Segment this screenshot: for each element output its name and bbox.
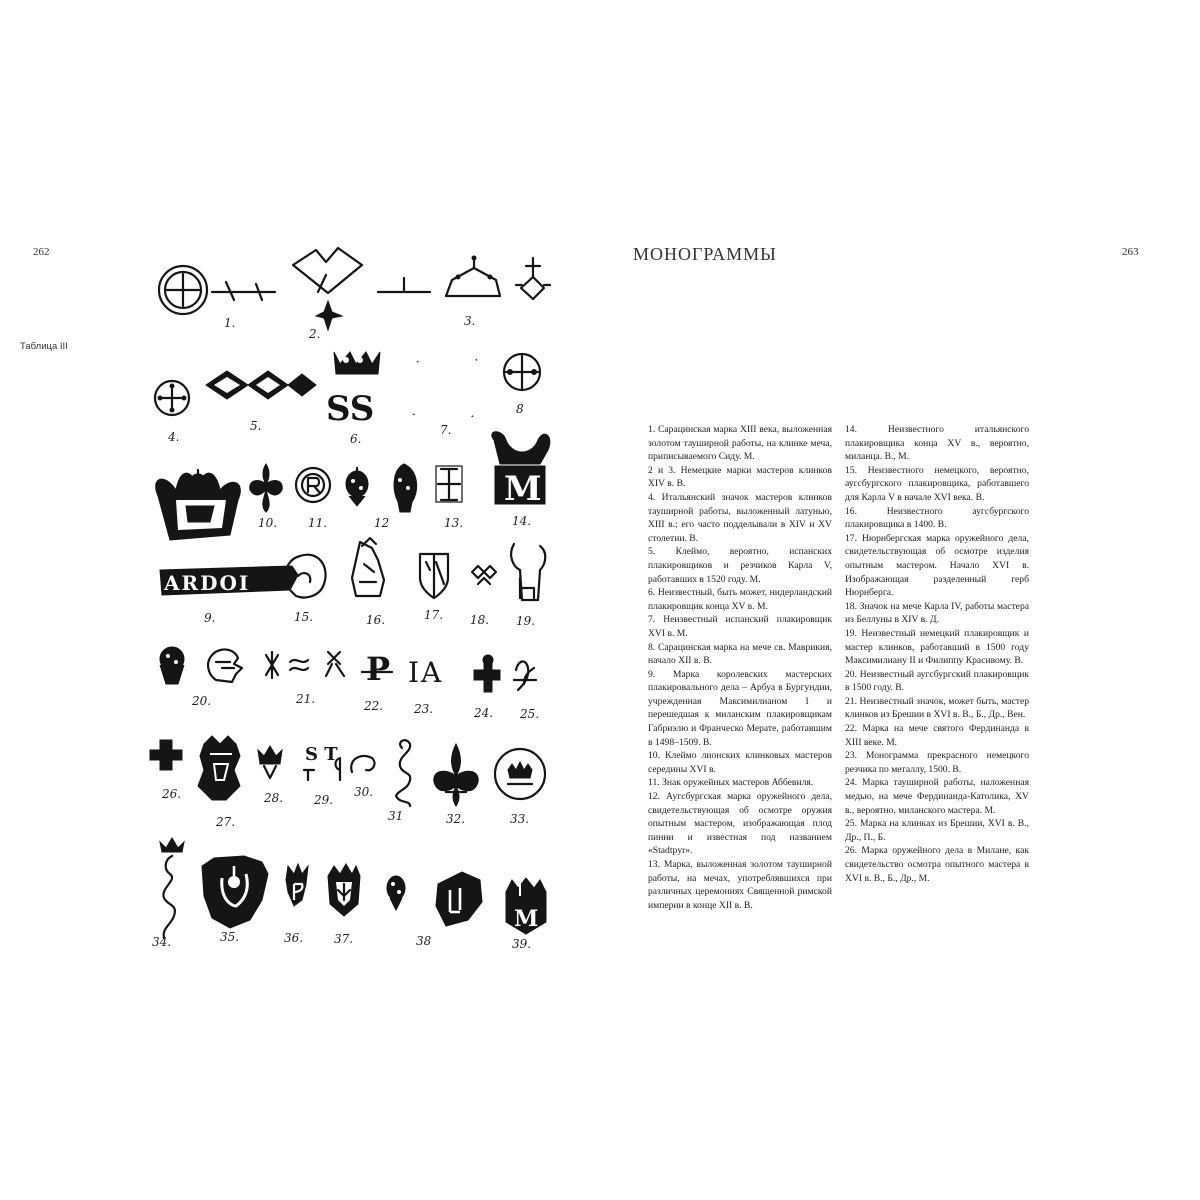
mark-36: [286, 864, 308, 906]
mark-number: 37.: [334, 932, 354, 946]
caption-entry: 13. Марка, выложенная золотом тауширной работы, на мечах, употреблявшихся при различных церемониях Священной римской империи в конце XII в. В.: [648, 859, 832, 911]
mark-number: 23.: [414, 702, 434, 716]
caption-entry: 22. Марка на мече святого Фердинанда в XIII веке. М.: [845, 723, 1029, 748]
caption-entry: 26. Марка оружейного дела в Милане, как свидетельство осмотра опытного мастера в XVI в. В., Б., Др., М.: [845, 845, 1029, 884]
caption-entry: 14. Неизвестного итальянского плакировщика конца XV в., вероятно, миланца. В., М.: [845, 424, 1029, 463]
mark-14-letter: M: [504, 469, 542, 509]
mark-27: [198, 736, 240, 800]
mark-9-text: ARDOI: [164, 571, 251, 595]
mark-number: 39.: [512, 937, 532, 951]
mark-number: 34.: [152, 935, 172, 949]
caption-entry: 20. Неизвестный аугсбургский плакировщик в 1500 году. В.: [845, 668, 1029, 694]
mark-16: [352, 538, 384, 596]
mark-number: 35.: [220, 930, 240, 944]
caption-entry: 23. Монограмма прекрасного немецкого резчика по металлу, 1500. В.: [845, 750, 1029, 775]
mark-number: 31: [388, 809, 404, 823]
mark-12b: [394, 464, 417, 512]
mark-29: [304, 744, 338, 780]
mark-number: 38: [416, 934, 432, 948]
page-title: МОНОГРАММЫ: [633, 244, 777, 264]
mark-number: 33.: [510, 812, 530, 826]
mark-number: 1.: [224, 316, 236, 330]
mark-number: 29.: [314, 793, 334, 807]
caption-entry: 10. Клеймо лионских клинковых мастеров середины XVI в.: [648, 750, 832, 775]
mark-number: 11.: [308, 516, 328, 530]
caption-entry: 21. Неизвестный значок, может быть, мастер клинков из Брешии в XVI в. В., Б., Др., Вен.: [845, 695, 1029, 721]
caption-entry: 15. Неизвестного немецкого, вероятно, аугсбургского плакировщика, работавшего для Карла V в начале XVI века. В.: [845, 464, 1029, 503]
caption-entry: 4. Итальянский значок мастеров клинков тауширной работы, выложенный латунью, XIII в.; его часто подделывали в XIV и XV столетии. В.: [648, 491, 832, 544]
mark-37: [328, 864, 360, 916]
caption-entry: 25. Марка на клинках из Брешии, XVI в. В., Др., П., Б.: [845, 818, 1029, 843]
mark-22-letter: P: [366, 650, 391, 688]
mark-number: 22.: [364, 699, 384, 713]
mark-number: 6.: [350, 432, 362, 446]
mark-20b: [208, 649, 242, 682]
mark-21: [266, 652, 344, 678]
mark-number: 36.: [284, 931, 304, 945]
mark-number: 19.: [516, 614, 536, 628]
mark-33: [495, 749, 545, 799]
mark-number: 21.: [296, 692, 316, 706]
mark-38: [387, 876, 405, 910]
mark-number: 8: [516, 402, 524, 416]
captions-column-2: [845, 423, 1029, 885]
mark-number: 24.: [474, 706, 494, 720]
mark-24: [474, 655, 500, 692]
caption-entry: 17. Нюрнбергская марка оружейного дела, свидетельствующая об осмотре изделия опытным мастером. Начало XVI в. Изображающая разделенный герб Нюрнберга.: [845, 532, 1029, 599]
mark-34: [160, 838, 184, 938]
plate-label: Таблица III: [20, 341, 68, 352]
mark-12-pinecone: [346, 468, 368, 506]
mark-20: [160, 647, 184, 684]
mark-number: 32.: [446, 812, 466, 826]
mark-6-letters: SS: [326, 389, 375, 429]
mark-11: [296, 468, 330, 502]
caption-entry: 7. Неизвестный испанский плакировщик XVI в. М.: [648, 614, 832, 639]
mark-number: 10.: [258, 516, 278, 530]
mark-crown: [156, 470, 241, 540]
mark-number: 14.: [512, 514, 532, 528]
mark-32: [434, 744, 478, 806]
mark-39: [506, 878, 546, 934]
mark-7: [414, 360, 476, 416]
mark-number: 5.: [250, 419, 262, 433]
mark-38b: [436, 872, 482, 926]
caption-entry: 9. Марка королевских мастерских плакировального дела – Арбуа в Бургундии, учрежденная Максимилианом I и перешедшая к миланским плакировщикам Габриэлю и Франческо Мерате, работавшим в 1498–1509. В.: [648, 668, 832, 748]
mark-22: [362, 650, 392, 688]
mark-5-diamonds: [206, 371, 316, 399]
mark-26: [150, 740, 182, 770]
mark-25: [514, 661, 536, 690]
mark-number: 25.: [520, 707, 540, 721]
caption-entry: 8. Сарацинская марка на мече св. Маврикия, начало XII в. В.: [648, 641, 832, 667]
page-number-left: 262: [33, 246, 50, 258]
mark-number: 4.: [168, 430, 180, 444]
mark-31: [396, 740, 410, 806]
mark-number: 9.: [204, 611, 216, 625]
caption-entry: 24. Марка тауширной работы, наложенная медью, на мече Фердинанда-Католика, XV в., вероятно, миланского мастера. М.: [845, 777, 1029, 816]
mark-number: 15.: [294, 610, 314, 624]
mark-23: [408, 656, 443, 689]
mark-8: [504, 354, 540, 390]
mark-17: [420, 554, 448, 598]
mark-6: [326, 352, 380, 429]
mark-28: [258, 746, 282, 778]
caption-entry: 19. Неизвестный немецкий плакировщик и мастер клинков, работавший в 1500 году Максимилиану II и Филиппу Красивому. В.: [845, 627, 1029, 667]
mark-number: 18.: [470, 613, 490, 627]
caption-entry: 1. Сарацинская марка XIII века, выложенная золотом тауширной работы, на клинке меча, приписываемого Сиду. М.: [648, 424, 832, 463]
mark-19: [511, 544, 545, 600]
mark-39-letter: M: [514, 906, 539, 932]
mark-2: [293, 248, 362, 330]
caption-entry: 5. Клеймо, вероятно, испанских плакировщиков и резчиков Карла V, работавших в 1520 году. М.: [648, 546, 832, 585]
captions-column-1: [648, 423, 832, 912]
mark-number: 26.: [162, 787, 182, 801]
mark-30: [336, 756, 375, 780]
mark-4: [516, 258, 550, 299]
mark-number: 16.: [366, 613, 386, 627]
mark-number: 2.: [309, 327, 321, 341]
caption-entry: 16. Неизвестного аугсбургского плакировщика в 1400. В.: [845, 505, 1029, 531]
mark-number: 20.: [192, 694, 212, 708]
mark-5-left: [155, 381, 189, 415]
mark-18: [472, 566, 496, 584]
caption-entry: 11. Знак оружейных мастеров Аббевиля.: [648, 777, 814, 789]
right-page: [600, 0, 1200, 1200]
caption-entry: 18. Значок на мече Карла IV, работы мастера из Беллуны в XIV в. Д.: [845, 600, 1029, 626]
mark-number: 3.: [464, 314, 476, 328]
mark-10: [250, 464, 283, 512]
mark-number: 28.: [264, 791, 284, 805]
mark-number: 30.: [354, 785, 374, 799]
caption-entry: 2 и 3. Немецкие марки мастеров клинков XIV в. В.: [648, 464, 832, 490]
mark-13: [436, 466, 462, 502]
caption-entry: 12. Аугсбургская марка оружейного дела, свидетельствующая об осмотре оружия опытным мастером, изображающая плод пинии и известная под названием «Stadtpyr».: [648, 791, 832, 857]
mark-number: 7.: [440, 423, 452, 437]
mark-3: [378, 256, 500, 296]
mark-9-banner: [160, 566, 298, 595]
page-number-right: 263: [1122, 246, 1139, 258]
mark-number: 27.: [216, 815, 236, 829]
mark-23-letters: IA: [408, 656, 444, 689]
mark-1: [159, 266, 275, 314]
mark-number: 17.: [424, 608, 444, 622]
mark-number: 12: [374, 516, 390, 530]
caption-entry: 6. Неизвестный, быть может, нидерландский плакировщик конца XV в. М.: [648, 587, 832, 612]
mark-35: [202, 856, 268, 928]
mark-14: [492, 432, 550, 509]
mark-29-letters: S T: [305, 744, 338, 765]
mark-number: 13.: [444, 516, 464, 530]
